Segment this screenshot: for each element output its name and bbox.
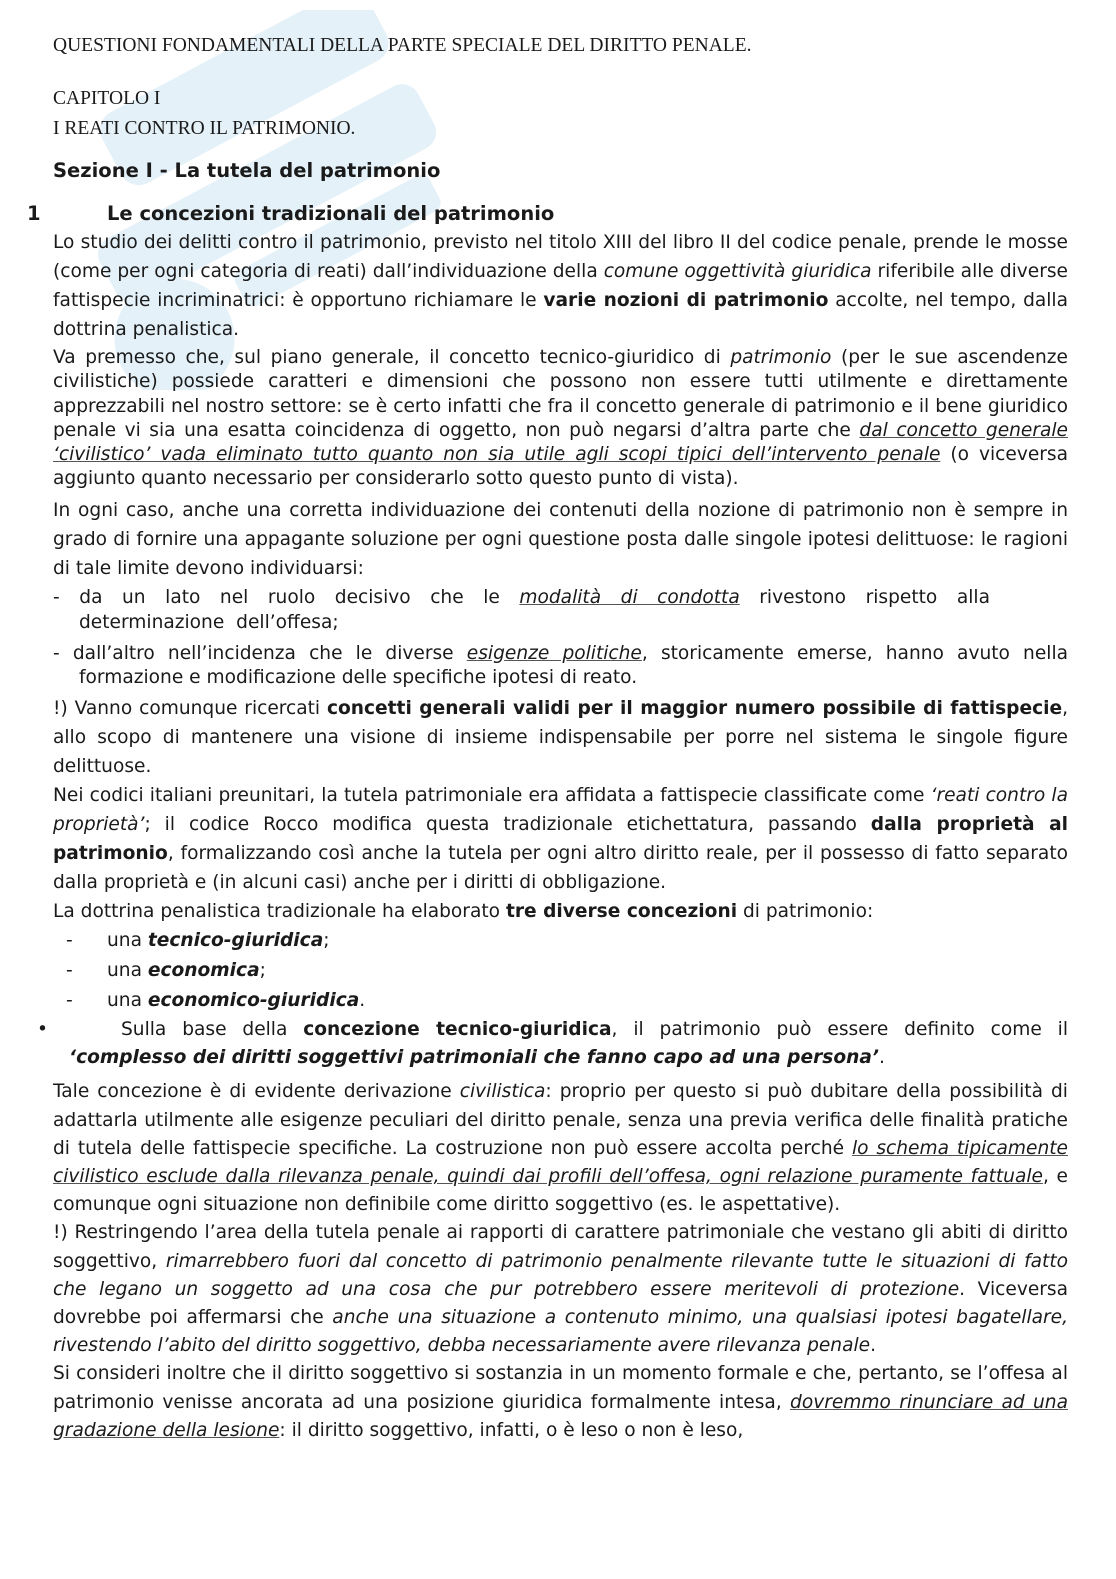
paragraph-3: In ogni caso, anche una corretta individuazione dei contenuti della nozione di patrimonio non è sempre in grado di fornire una appagante soluzione per ogni questione posta dalle singole ipotesi delittuose: le ragioni di tale limite devono individuarsi: [53, 499, 1068, 579]
section-title: Sezione I - La tutela del patrimonio [53, 159, 441, 182]
paragraph-6: La dottrina penalistica tradizionale ha elaborato tre diverse concezioni di patrimonio: [53, 901, 874, 923]
subsection-title: Le concezioni tradizionali del patrimonio [107, 202, 555, 225]
paragraph-2: Va premesso che, sul piano generale, il concetto tecnico-giuridico di patrimonio (per le sue ascendenze civilistiche) possiede caratteri e dimensioni che possono non essere tutti utilmente e direttamente apprezzabili nel nostro settore: se è certo infatti che fra il concetto generale di patrimonio e il bene giuridico penale vi sia una esatta coincidenza di oggetto, non può negarsi d’altra parte che dal concetto generale ‘civilistico’ vada eliminato tutto quanto non sia utile agli scopi tipici dell’intervento penale (o viceversa aggiunto quanto necessario per considerarlo sotto questo punto di vista). [53, 347, 1068, 490]
paragraph-1: Lo studio dei delitti contro il patrimonio, previsto nel titolo XIII del libro II del codice penale, prende le mosse (come per ogni categoria di reati) dall’individuazione della comune oggettività giuridica riferibile alle diverse fattispecie incriminatrici: è opportuno richiamare le varie nozioni di patrimonio accolte, nel tempo, dalla dottrina penalistica. [53, 232, 1068, 340]
chapter-title: I REATI CONTRO IL PATRIMONIO. [53, 118, 356, 139]
paragraph-8: !) Restringendo l’area della tutela penale ai rapporti di carattere patrimoniale che vestano gli abiti di diritto soggettivo, rimarrebbero fuori dal concetto di patrimonio penalmente rilevante tutte le situazioni di fatto che legano un soggetto ad una cosa che pur potrebbero essere meritevoli di protezione. Viceversa dovrebbe poi affermarsi che anche una situazione a contenuto minimo, una qualsiasi ipotesi bagatellare, rivestendo l’abito del diritto soggettivo, debba necessariamente avere rilevanza penale. [53, 1222, 1068, 1357]
paragraph-5: Nei codici italiani preunitari, la tutela patrimoniale era affidata a fattispecie classificate come ‘reati contro la proprietà’; il codice Rocco modifica questa tradizionale etichettatura, passando dalla proprietà al patrimonio, formalizzando così anche la tutela per ogni altro diritto reale, per il possesso di fatto separato dalla proprietà e (in alcuni casi) anche per i diritti di obbligazione. [53, 785, 1069, 894]
list-item-dash: - da un lato nel ruolo decisivo che le modalità di condotta rivestono rispetto alla determinazione dell’offesa; [53, 586, 990, 633]
bullet-icon: • [37, 1019, 48, 1041]
subsection-number: 1 [27, 202, 41, 225]
paragraph-4: !) Vanno comunque ricercati concetti generali validi per il maggior numero possibile di fattispecie, allo scopo di mantenere una visione di insieme indispensabile per porre nel sistema le singole figure delittuose. [53, 698, 1068, 778]
list-item-dash: - dall’altro nell’incidenza che le diverse esigenze politiche, storicamente emerse, hanno avuto nella formazione e modificazione delle specifiche ipotesi di reato. [53, 642, 1069, 689]
document-title: QUESTIONI FONDAMENTALI DELLA PARTE SPECIALE DEL DIRITTO PENALE. [53, 35, 752, 56]
bullet-item: • Sulla base della concezione tecnico-giuridica, il patrimonio può essere definito come il ‘complesso dei diritti soggettivi patrimoniali che fanno capo ad una persona’. [53, 1016, 1068, 1072]
subsection-heading [27, 200, 1068, 228]
document-page [27, 32, 1069, 1445]
list-item-conception: - una tecnico-giuridica; [66, 930, 330, 952]
paragraph-9: Si consideri inoltre che il diritto soggettivo si sostanzia in un momento formale e che, pertanto, se l’offesa al patrimonio venisse ancorata ad una posizione giuridica formalmente intesa, dovremmo rinunciare ad una gradazione della lesione: il diritto soggettivo, infatti, o è leso o non è leso, [53, 1363, 1068, 1441]
paragraph-7: Tale concezione è di evidente derivazione civilistica: proprio per questo si può dubitare della possibilità di adattarla utilmente alle esigenze peculiari del diritto penale, senza una previa verifica delle finalità pratiche di tutela delle fattispecie specifiche. La costruzione non può essere accolta perché lo schema tipicamente civilistico esclude dalla rilevanza penale, quindi dai profili dell’offesa, ogni relazione puramente fattuale, e comunque ogni situazione non definibile come diritto soggettivo (es. le aspettative). [53, 1081, 1069, 1216]
chapter-label: CAPITOLO I [53, 88, 161, 109]
list-item-conception: - una economica; [66, 960, 266, 982]
list-item-conception: - una economico-giuridica. [66, 990, 366, 1012]
